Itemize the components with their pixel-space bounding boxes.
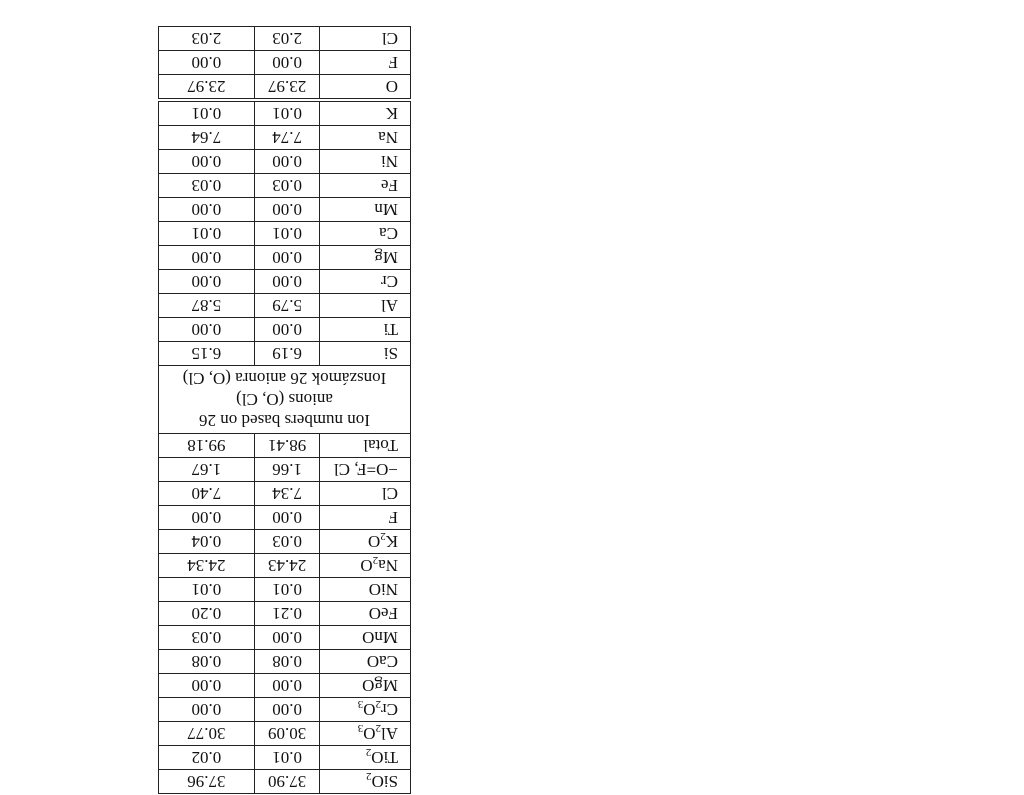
table-row [159, 51, 411, 75]
value-cell-2: 37.96 [159, 770, 255, 794]
value-cell-2: 0.00 [159, 698, 255, 722]
table-row [159, 198, 411, 222]
table-row [159, 602, 411, 626]
row-label [320, 126, 411, 150]
table-row [159, 650, 411, 674]
label-text: SiO [371, 772, 398, 792]
value-cell-1: 7.74 [254, 126, 319, 150]
table-row [159, 626, 411, 650]
label-subscript: 3 [357, 722, 364, 735]
table-row [159, 126, 411, 150]
value-cell-2: 6.15 [159, 342, 255, 366]
label-subscript: 2 [375, 722, 381, 735]
label-text: Cr [381, 700, 398, 720]
label-text: Fe [381, 176, 398, 196]
section-header-row [159, 366, 411, 434]
value-cell-2: 24.34 [159, 554, 255, 578]
label-text: Mn [374, 200, 398, 220]
value-cell-1: 0.00 [254, 506, 319, 530]
value-cell-1: 0.00 [254, 246, 319, 270]
value-cell-1: 0.00 [254, 198, 319, 222]
table-row [159, 246, 411, 270]
value-cell-1: 0.01 [254, 222, 319, 246]
label-text: Total [363, 436, 398, 456]
row-label [320, 198, 411, 222]
table-row [159, 746, 411, 770]
label-text: O [363, 700, 376, 720]
label-text: O [367, 532, 381, 552]
value-cell-1: 5.79 [254, 294, 319, 318]
label-subscript: 2 [375, 698, 381, 711]
row-label [320, 51, 411, 75]
table-row [159, 674, 411, 698]
row-label [320, 174, 411, 198]
value-cell-2: 0.00 [159, 51, 255, 75]
row-label [320, 626, 411, 650]
label-text: NiO [368, 580, 398, 600]
value-cell-2: 0.00 [159, 270, 255, 294]
value-cell-2: 2.03 [159, 27, 255, 51]
value-cell-2: 7.40 [159, 482, 255, 506]
table-row [159, 770, 411, 794]
value-cell-1: 0.00 [254, 698, 319, 722]
table-row [159, 554, 411, 578]
section-header-line3: Ionszámok 26 anionra (O, Cl) [182, 369, 387, 388]
label-text: Mg [374, 248, 398, 268]
label-text: FeO [368, 604, 398, 624]
value-cell-2: 0.02 [159, 746, 255, 770]
label-text: O [363, 724, 376, 744]
label-text: F [388, 53, 398, 73]
value-cell-2: 23.97 [159, 75, 255, 101]
table-row [159, 27, 411, 51]
section-header-line1: Ion numbers based on 26 [199, 411, 370, 430]
label-subscript: 2 [380, 530, 386, 543]
value-cell-1: 0.00 [254, 150, 319, 174]
value-cell-1: 0.00 [254, 674, 319, 698]
label-text: O [385, 77, 398, 97]
value-cell-1: 0.00 [254, 51, 319, 75]
table-row [159, 530, 411, 554]
row-label [320, 530, 411, 554]
value-cell-1: 0.21 [254, 602, 319, 626]
composition-table [158, 26, 411, 794]
row-label [320, 222, 411, 246]
label-text: −O=F, Cl [333, 460, 398, 480]
row-label [320, 150, 411, 174]
label-text: Ca [379, 224, 398, 244]
row-label [320, 650, 411, 674]
row-label [320, 698, 411, 722]
value-cell-2: 0.00 [159, 150, 255, 174]
value-cell-1: 0.03 [254, 174, 319, 198]
value-cell-1: 0.00 [254, 318, 319, 342]
row-label [320, 75, 411, 101]
label-text: Al [381, 724, 398, 744]
label-text: Na [378, 128, 398, 148]
section-header [159, 366, 411, 434]
value-cell-2: 0.20 [159, 602, 255, 626]
row-label [320, 602, 411, 626]
table-row [159, 458, 411, 482]
value-cell-2: 0.01 [159, 222, 255, 246]
value-cell-2: 0.00 [159, 198, 255, 222]
value-cell-2: 0.00 [159, 506, 255, 530]
value-cell-1: 1.66 [254, 458, 319, 482]
label-text: Si [383, 344, 398, 364]
label-subscript: 3 [357, 698, 364, 711]
value-cell-2: 99.18 [159, 434, 255, 458]
label-text: O [360, 556, 373, 576]
label-text: CaO [366, 652, 398, 672]
row-label [320, 27, 411, 51]
row-label [320, 434, 411, 458]
value-cell-2: 0.03 [159, 626, 255, 650]
value-cell-1: 24.43 [254, 554, 319, 578]
value-cell-2: 0.00 [159, 674, 255, 698]
table-row [159, 482, 411, 506]
row-label [320, 100, 411, 126]
table-row [159, 722, 411, 746]
value-cell-2: 0.00 [159, 318, 255, 342]
row-label [320, 578, 411, 602]
label-text: K [385, 104, 398, 124]
label-text: Ni [381, 152, 398, 172]
row-label [320, 746, 411, 770]
row-label [320, 318, 411, 342]
value-cell-1: 0.03 [254, 530, 319, 554]
label-text: Cl [381, 484, 398, 504]
table-row [159, 698, 411, 722]
value-cell-2: 30.77 [159, 722, 255, 746]
row-label [320, 554, 411, 578]
row-label [320, 458, 411, 482]
row-label [320, 246, 411, 270]
value-cell-1: 2.03 [254, 27, 319, 51]
value-cell-2: 0.04 [159, 530, 255, 554]
row-label [320, 674, 411, 698]
label-text: Na [378, 556, 398, 576]
table-row [159, 342, 411, 366]
label-text: MnO [362, 628, 398, 648]
row-label [320, 722, 411, 746]
label-text: Cr [381, 272, 398, 292]
value-cell-1: 6.19 [254, 342, 319, 366]
table-row [159, 150, 411, 174]
row-label [320, 506, 411, 530]
table-row [159, 174, 411, 198]
table-row [159, 578, 411, 602]
value-cell-1: 0.00 [254, 270, 319, 294]
label-text: K [385, 532, 398, 552]
row-label [320, 770, 411, 794]
label-text: Al [381, 296, 398, 316]
label-text: F [388, 508, 398, 528]
table-row [159, 434, 411, 458]
value-cell-1: 30.09 [254, 722, 319, 746]
row-label [320, 270, 411, 294]
value-cell-1: 0.00 [254, 626, 319, 650]
value-cell-2: 0.01 [159, 578, 255, 602]
value-cell-1: 0.01 [254, 746, 319, 770]
row-label [320, 342, 411, 366]
table-row [159, 75, 411, 101]
table-row [159, 270, 411, 294]
row-label [320, 482, 411, 506]
value-cell-1: 0.08 [254, 650, 319, 674]
label-text: TiO [371, 748, 398, 768]
table-row [159, 100, 411, 126]
table-row [159, 294, 411, 318]
table-row [159, 318, 411, 342]
table-row [159, 222, 411, 246]
value-cell-2: 0.00 [159, 246, 255, 270]
value-cell-1: 7.34 [254, 482, 319, 506]
value-cell-1: 0.01 [254, 578, 319, 602]
row-label [320, 294, 411, 318]
value-cell-1: 0.01 [254, 100, 319, 126]
value-cell-1: 23.97 [254, 75, 319, 101]
value-cell-2: 5.87 [159, 294, 255, 318]
label-subscript: 2 [365, 746, 372, 759]
value-cell-2: 0.08 [159, 650, 255, 674]
label-text: Ti [383, 320, 398, 340]
label-text: MgO [362, 676, 398, 696]
value-cell-2: 1.67 [159, 458, 255, 482]
value-cell-2: 0.03 [159, 174, 255, 198]
label-subscript: 2 [366, 770, 372, 783]
value-cell-1: 98.41 [254, 434, 319, 458]
label-text: Cl [381, 29, 398, 49]
value-cell-1: 37.90 [254, 770, 319, 794]
table-row [159, 506, 411, 530]
label-subscript: 2 [372, 554, 379, 567]
value-cell-2: 0.01 [159, 100, 255, 126]
value-cell-2: 7.64 [159, 126, 255, 150]
section-header-line2: anions (O, Cl) [236, 390, 333, 409]
